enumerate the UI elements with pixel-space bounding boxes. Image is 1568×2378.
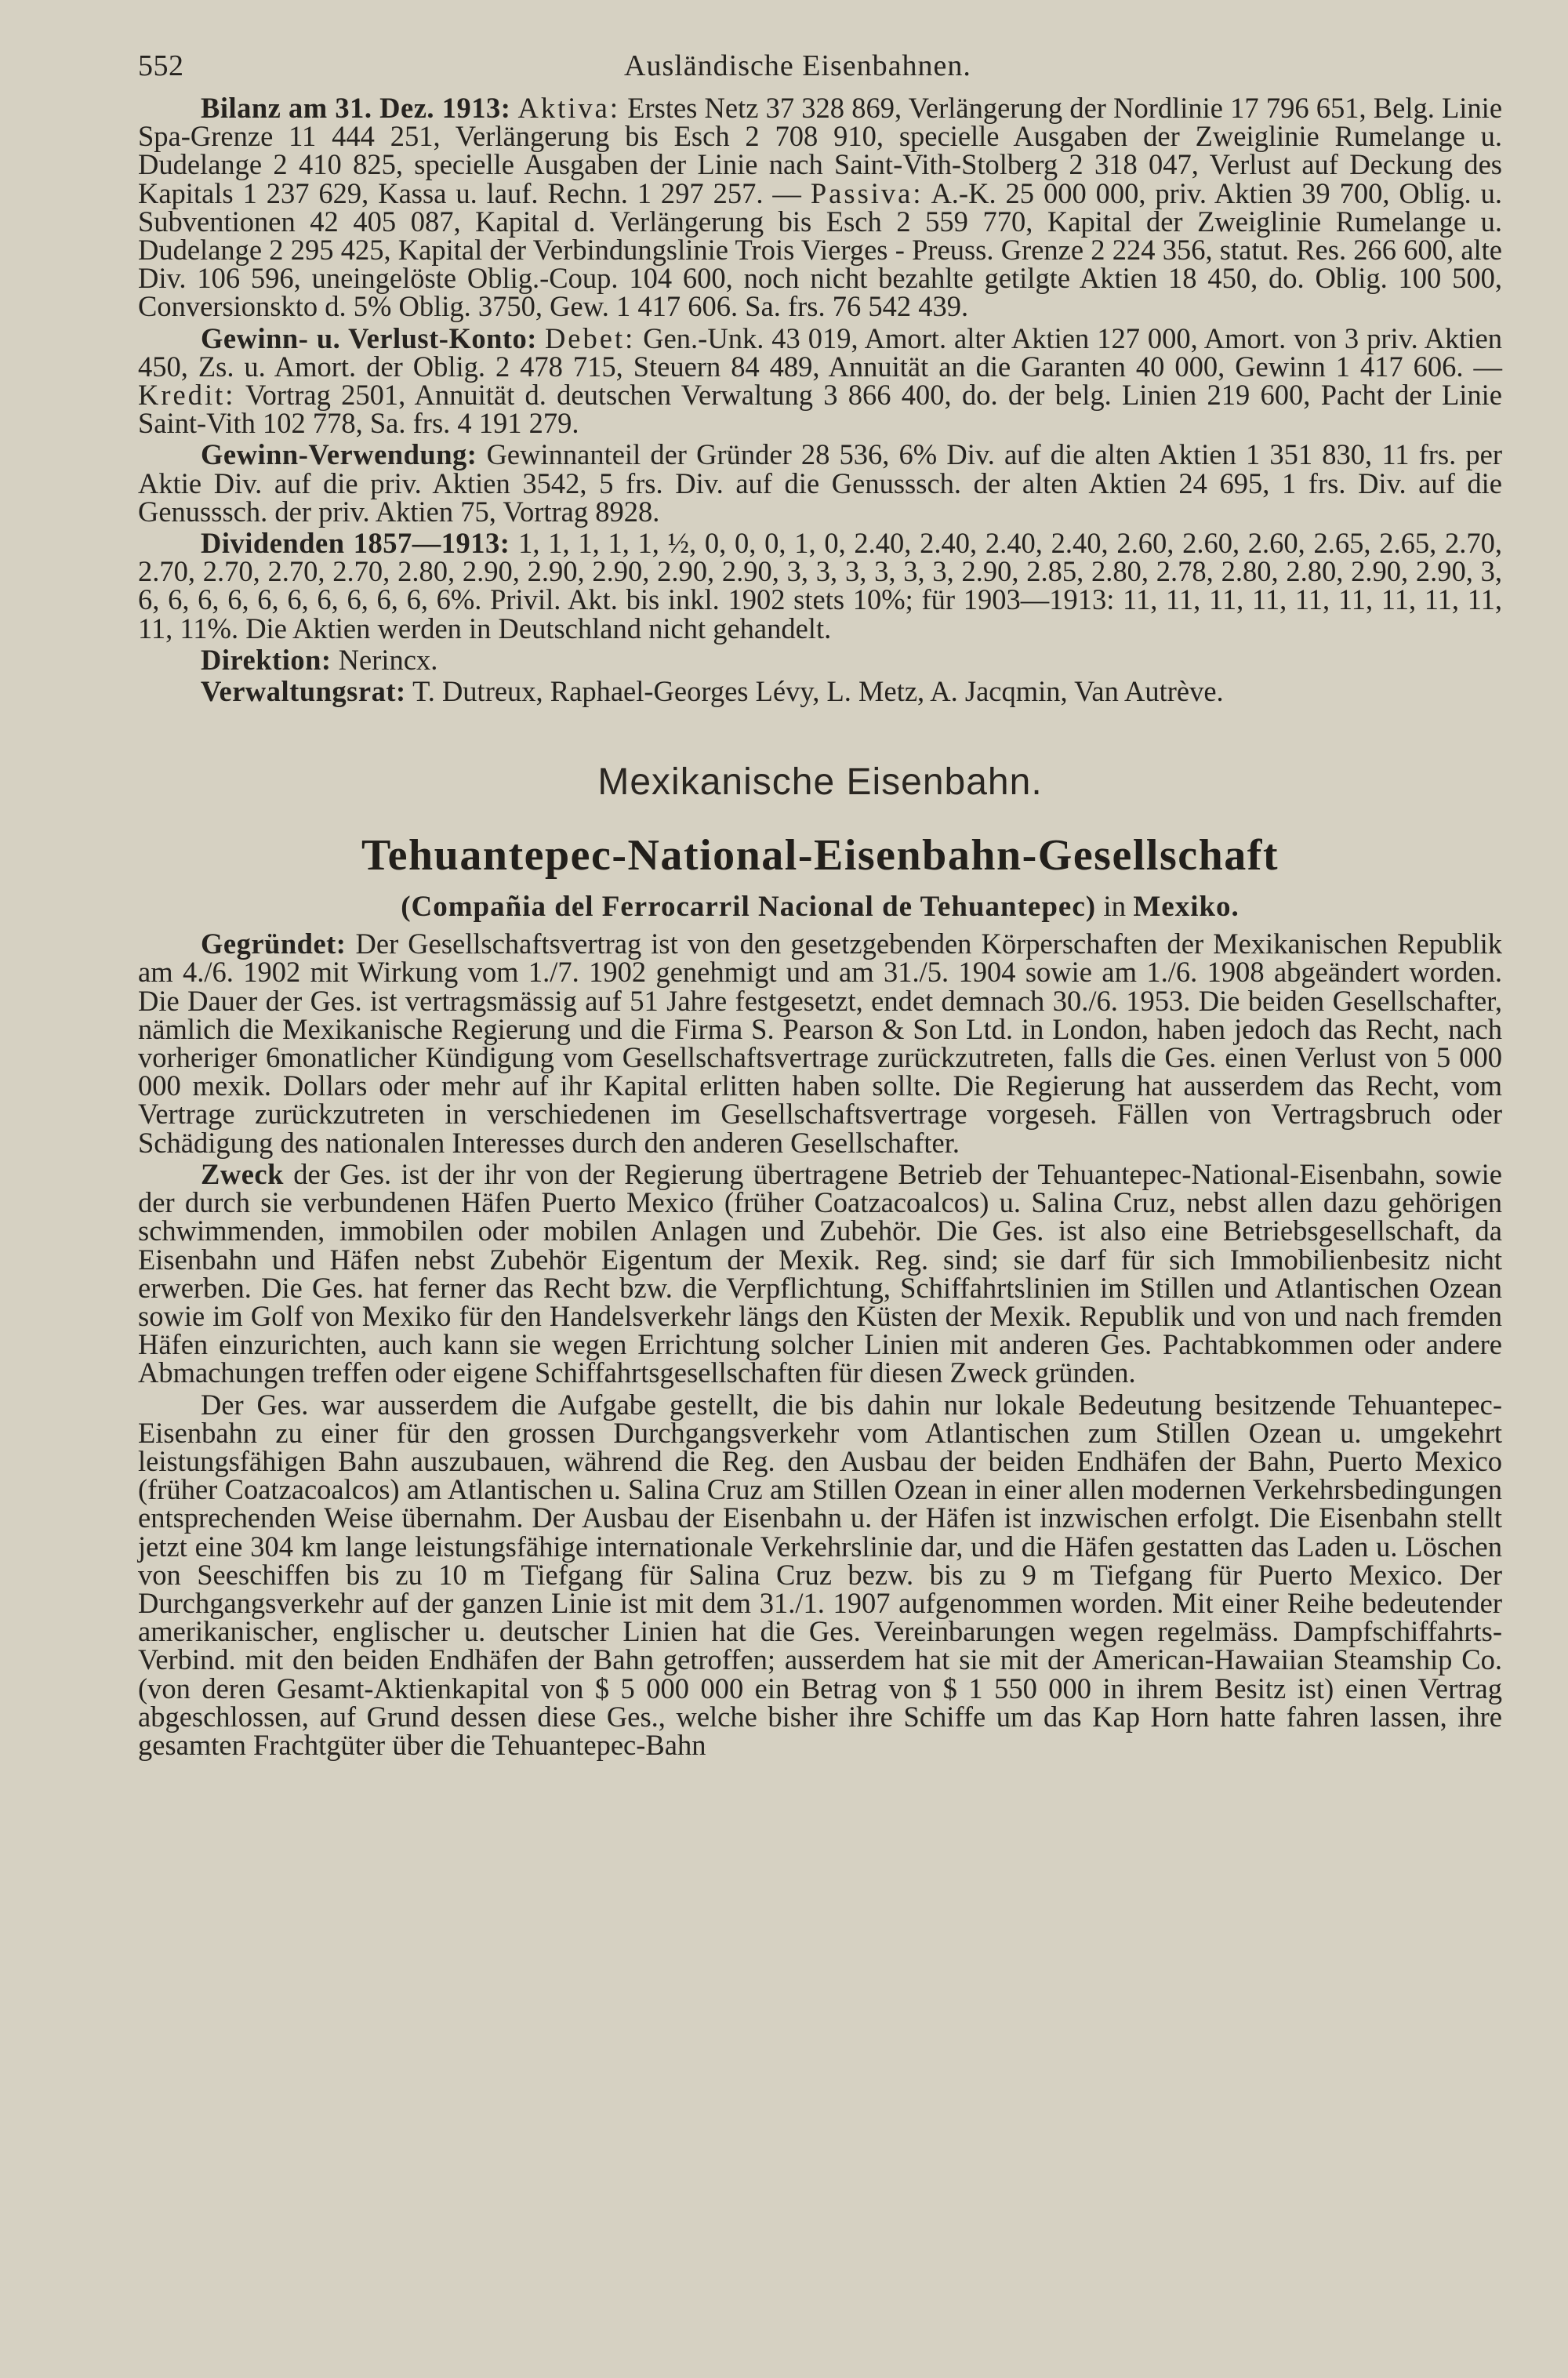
direktion-text: Nerincx. xyxy=(338,643,438,676)
mexican-railway-section xyxy=(138,930,1502,1759)
aktiva-label: Aktiva: xyxy=(517,92,621,124)
verwaltungsrat-label: Verwaltungsrat: xyxy=(201,675,406,708)
gewinn-verwendung-text: Gewinnanteil der Gründer 28 536, 6% Div. auf die alten Aktien 1 351 830, 11 frs. per Aktie Div. auf die priv. Aktien 3542, 5 frs. Div. auf die Genusssch. der alten Aktien 24 695, 1 frs. Div. auf die Genusssch. der priv. Aktien 75, Vortrag 8928. xyxy=(138,438,1502,528)
debet-text: Gen.-Unk. 43 019, Amort. alter Aktien 127 000, Amort. von 3 priv. Aktien 450, Zs. u. Amort. der Oblig. 2 478 715, Steuern 84 489, Annuität an die Garanten 40 000, Gewinn 1 417 606. — xyxy=(138,321,1503,383)
aktiva-text: Erstes Netz 37 328 869, Verlängerung der Nordlinie 17 796 651, Belg. Linie Spa-Grenze 11 444 251, Verlängerung bis Esch 2 708 910, specielle Ausgaben der Zweiglinie Rumelange u. Dudelange 2 410 825, specielle Ausgaben der Linie nach Saint-Vith-Stolberg 2 318 047, Verlust auf Deckung des Kapitals 1 237 629, Kassa u. lauf. Rechn. 1 297 257. — xyxy=(138,92,1503,209)
verwaltungsrat-paragraph xyxy=(138,677,1502,706)
dividenden-label: Dividenden 1857—1913: xyxy=(201,527,510,560)
company-title: Tehuantepec-National-Eisenbahn-Gesellschaft xyxy=(361,831,1279,880)
running-header xyxy=(138,41,1502,94)
passiva-label: Passiva: xyxy=(810,176,924,209)
gewinn-verwendung-paragraph xyxy=(138,438,1502,528)
direktion-label: Direktion: xyxy=(201,643,332,676)
gewinn-verwendung-label: Gewinn-Verwendung: xyxy=(201,438,477,471)
running-title: Ausländische Eisenbahnen. xyxy=(624,49,971,82)
gegruendet-paragraph xyxy=(138,930,1502,1157)
company-subtitle-place: Mexiko. xyxy=(1133,891,1240,924)
company-subtitle-spanish-name: (Compañia del Ferrocarril Nacional de Tehuantepec) xyxy=(401,891,1097,924)
gegruendet-label: Gegründet: xyxy=(201,928,347,960)
dividenden-text: 1, 1, 1, 1, 1, ½, 0, 0, 0, 1, 0, 2.40, 2.40, 2.40, 2.40, 2.60, 2.60, 2.60, 2.65, 2.65, 2.70, 2.70, 2.70, 2.70, 2.70, 2.80, 2.90, 2.90, 2.90, 2.90, 2.90, 3, 3, 3, 3, 3, 3, 2.90, 2.85, 2.80, 2.78, 2.80, 2.80, 2.90, 2.90, 3, 6, 6, 6, 6, 6, 6, 6, 6, 6, 6, 6%. Privil. Akt. bis inkl. 1902 stets 10%; für 1903—1913: 11, 11, 11, 11, 11, 11, 11, 11, 11, 11, 11%. Die Aktien werden in Deutschland nicht gehandelt. xyxy=(138,527,1503,644)
verwaltungsrat-text: T. Dutreux, Raphael-Georges Lévy, L. Metz, A. Jacqmin, Van Autrève. xyxy=(412,675,1224,708)
belgian-railway-section xyxy=(138,94,1502,706)
passiva-text: A.-K. 25 000 000, priv. Aktien 39 700, Oblig. u. Subventionen 42 405 087, Kapital d. Verlängerung bis Esch 2 559 770, Kapital der Zweiglinie Rumelange u. Dudelange 2 295 425, Kapital der Verbindungslinie Trois Vierges - Preuss. Grenze 2 224 356, statut. Res. 266 600, alte Div. 106 596, uneingelöste Oblig.-Coup. 104 600, noch nicht bezahlte getilgte Aktien 18 450, do. Oblig. 100 500, Conversionskto d. 5% Oblig. 3750, Gew. 1 417 606. Sa. frs. 76 542 439. xyxy=(138,176,1502,323)
kredit-text: Vortrag 2501, Annuität d. deutschen Verwaltung 3 866 400, do. der belg. Linien 219 600, Pacht der Linie Saint-Vith 102 778, Sa. frs. 4 191 279. xyxy=(138,379,1502,440)
page-number: 552 xyxy=(138,49,184,82)
zweck-label: Zweck xyxy=(201,1157,284,1190)
aufgabe-paragraph: Der Ges. war ausserdem die Aufgabe gestellt, die bis dahin nur lokale Bedeutung besitzende Tehuantepec-Eisenbahn zu einer für den grossen Durchgangsverkehr vom Atlantischen zum Stillen Ozean u. umgekehrt leistungsfähigen Bahn auszubauen, während die Reg. den Ausbau der beiden Endhäfen der Bahn, Puerto Mexico (früher Coatzacoalcos) am Atlantischen u. Salina Cruz am Stillen Ozean in einer allen modernen Verkehrsbedingungen entsprechenden Weise übernahm. Der Ausbau der Eisenbahn u. der Häfen ist inzwischen erfolgt. Die Eisenbahn stellt jetzt eine 304 km lange leistungsfähige internationale Verkehrslinie dar, und die Häfen gestatten das Laden u. Löschen von Seeschiffen bis zu 10 m Tiefgang für Salina Cruz bezw. bis zu 9 m Tiefgang für Puerto Mexico. Der Durchgangsverkehr auf der ganzen Linie ist mit dem 31./1. 1907 aufgenommen worden. Mit einer Reihe bedeutender amerikanischer, englischer u. deutscher Linien hat die Ges. Vereinbarungen wegen regelmäss. Dampfschiffahrts-Verbind. mit den beiden Endhäfen der Bahn getroffen; ausserdem hat sie mit der American-Hawaiian Steamship Co. (von deren Gesamt-Aktienkapital von $ 5 000 000 ein Betrag von $ 1 550 000 in ihrem Besitz ist) einen Vertrag abgeschlossen, auf Grund dessen diese Ges., welche bisher ihre Schiffe um das Kap Horn hatte fahren lassen, ihre gesamten Frachtgüter über die Tehuantepec-Bahn xyxy=(138,1388,1502,1761)
direktion-paragraph xyxy=(138,643,1502,676)
zweck-paragraph xyxy=(138,1157,1502,1389)
debet-label: Debet: xyxy=(544,321,636,354)
section-title: Mexikanische Eisenbahn. xyxy=(597,761,1043,804)
bilanz-label: Bilanz am 31. Dez. 1913: xyxy=(201,92,511,124)
dividenden-paragraph xyxy=(138,529,1502,643)
bilanz-paragraph xyxy=(138,94,1502,321)
zweck-text: der Ges. ist der ihr von der Regierung übertragene Betrieb der Tehuantepec-National-Eisenbahn, sowie der durch sie verbundenen Häfen Puerto Mexico (früher Coatzacoalcos) u. Salina Cruz, nebst allen dazu gehörigen schwimmenden, immobilen oder mobilen Anlagen und Zubehör. Die Ges. ist also eine Betriebsgesellschaft, da Eisenbahn und Häfen nebst Zubehör Eigentum der Mexik. Reg. sind; sie darf für sich Immobilienbesitz nicht erwerben. Die Ges. hat ferner das Recht bzw. die Verpflichtung, Schiffahrtslinien im Stillen und Atlantischen Ozean sowie im Golf von Mexiko für den Handelsverkehr längs den Küsten der Mexik. Republik und von und nach fremden Häfen einzurichten, auch kann sie wegen Errichtung solcher Linien mit anderen Ges. Pachtabkommen oder andere Abmachungen treffen oder eigene Schiffahrtsgesellschaften für diesen Zweck gründen. xyxy=(138,1157,1502,1389)
kredit-label: Kredit: xyxy=(138,379,236,412)
gegruendet-text: Der Gesellschaftsvertrag ist von den gesetzgebenden Körperschaften der Mexikanischen Republik am 4./6. 1902 mit Wirkung vom 1./7. 1902 genehmigt und am 31./5. 1904 sowie am 1./6. 1908 abgeändert worden. Die Dauer der Ges. ist vertragsmässig auf 51 Jahre festgesetzt, endet demnach 30./6. 1953. Die beiden Gesellschafter, nämlich die Mexikanische Regierung und die Firma S. Pearson & Son Ltd. in London, haben jedoch das Recht, nach vorheriger 6monatlicher Kündigung vom Gesellschaftsvertrage zurückzutreten, falls die Ges. einen Verlust von 5 000 000 mexik. Dollars oder mehr auf ihr Kapital erlitten haben sollte. Die Regierung hat ausserdem das Recht, vom Vertrage zurückzutreten in verschiedenen im Gesellschaftsvertrage vorgeseh. Fällen von Vertragsbruch oder Schädigung des nationalen Interesses durch den anderen Gesellschafter. xyxy=(138,928,1503,1159)
gewinn-verlust-label: Gewinn- u. Verlust-Konto: xyxy=(201,321,537,354)
company-subtitle-in: in xyxy=(1103,891,1127,924)
gewinn-verlust-paragraph xyxy=(138,321,1503,440)
company-subtitle xyxy=(138,890,1502,924)
